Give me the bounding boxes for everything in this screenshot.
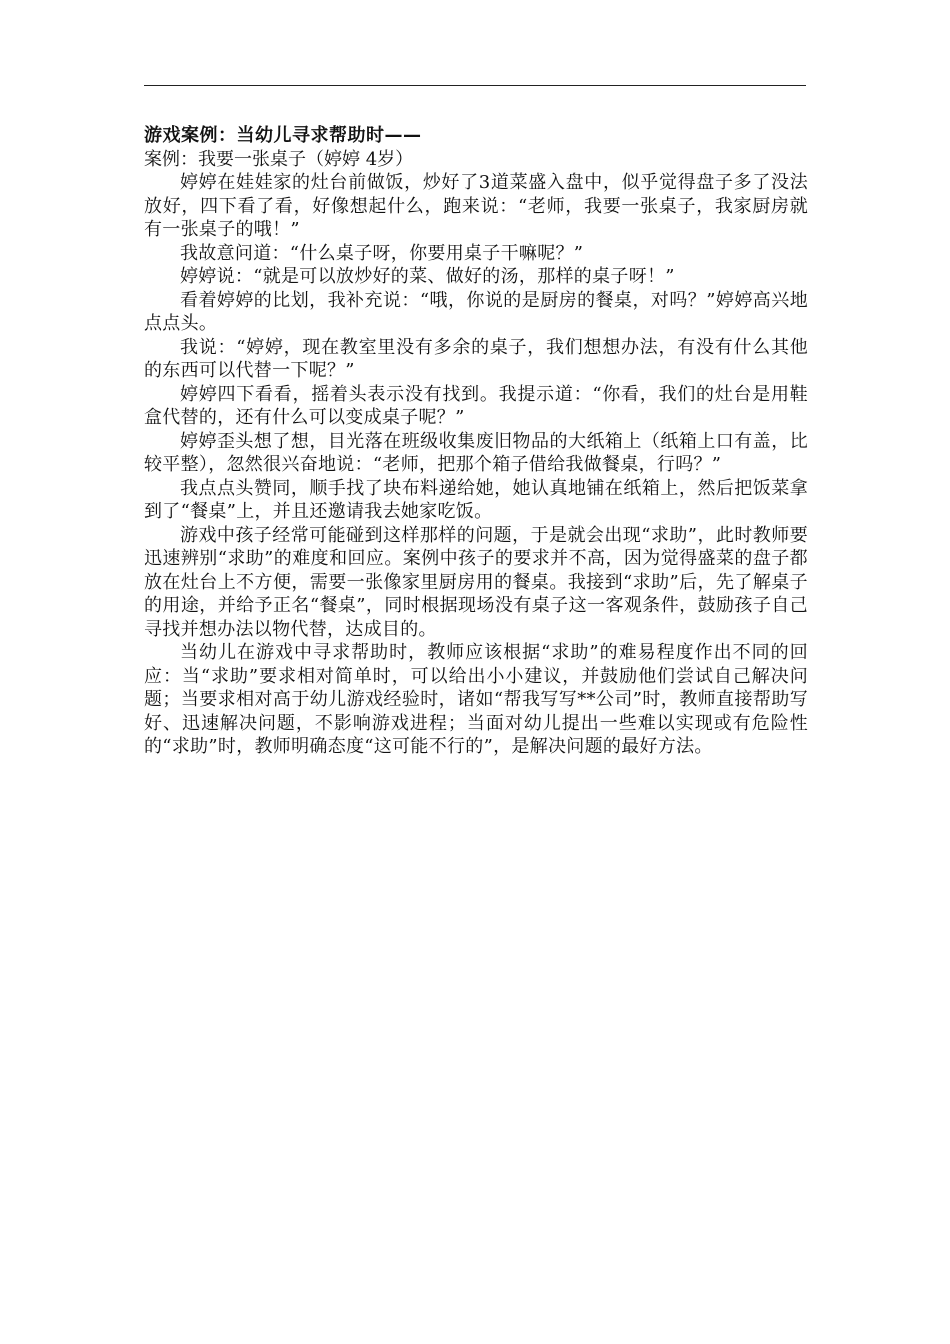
paragraph: 婷婷四下看看，摇着头表示没有找到。我提示道：“你看，我们的灶台是用鞋盒代替的，还有什么可以变成桌子呢？” xyxy=(144,383,808,428)
paragraph: 婷婷歪头想了想，目光落在班级收集废旧物品的大纸箱上（纸箱上口有盖，比较平整），忽然很兴奋地说：“老师，把那个箱子借给我做餐桌，行吗？” xyxy=(144,430,808,475)
document-body xyxy=(144,124,808,759)
case-subtitle: 案例：我要一张桌子（婷婷 4岁） xyxy=(144,148,414,170)
paragraph: 当幼儿在游戏中寻求帮助时，教师应该根据“求助”的难易程度作出不同的回应：当“求助”要求相对简单时，可以给出小小建议，并鼓励他们尝试自己解决问题；当要求相对高于幼儿游戏经验时，诸如“帮我写写**公司”时，教师直接帮助写好、迅速解决问题，不影响游戏进程；当面对幼儿提出一些难以实现或有危险性的“求助”时，教师明确态度“这可能不行的”，是解决问题的最好方法。 xyxy=(144,642,808,757)
document-title: 游戏案例：当幼儿寻求帮助时—— xyxy=(144,125,422,146)
paragraph: 婷婷在娃娃家的灶台前做饭，炒好了3道菜盛入盘中，似乎觉得盘子多了没法放好，四下看了看，好像想起什么，跑来说：“老师，我要一张桌子，我家厨房就有一张桌子的哦！” xyxy=(144,172,808,240)
paragraph: 我故意问道：“什么桌子呀，你要用桌子干嘛呢？” xyxy=(180,242,584,264)
paragraph: 我点点头赞同，顺手找了块布料递给她，她认真地铺在纸箱上，然后把饭菜拿到了“餐桌”上，并且还邀请我去她家吃饭。 xyxy=(144,477,808,522)
header-rule xyxy=(144,85,806,86)
paragraph: 看着婷婷的比划，我补充说：“哦，你说的是厨房的餐桌，对吗？”婷婷高兴地点点头。 xyxy=(144,289,808,334)
paragraph: 婷婷说：“就是可以放炒好的菜、做好的汤，那样的桌子呀！” xyxy=(180,266,675,287)
paragraph: 游戏中孩子经常可能碰到这样那样的问题，于是就会出现“求助”，此时教师要迅速辨别“求助”的难度和回应。案例中孩子的要求并不高，因为觉得盛菜的盘子都放在灶台上不方便，需要一张像家里厨房用的餐桌。我接到“求助”后，先了解桌子的用途，并给予正名“餐桌”，同时根据现场没有桌子这一客观条件，鼓励孩子自己寻找并想办法以物代替，达成目的。 xyxy=(144,524,808,640)
paragraph: 我说：“婷婷，现在教室里没有多余的桌子，我们想想办法，有没有什么其他的东西可以代替一下呢？” xyxy=(144,336,808,381)
